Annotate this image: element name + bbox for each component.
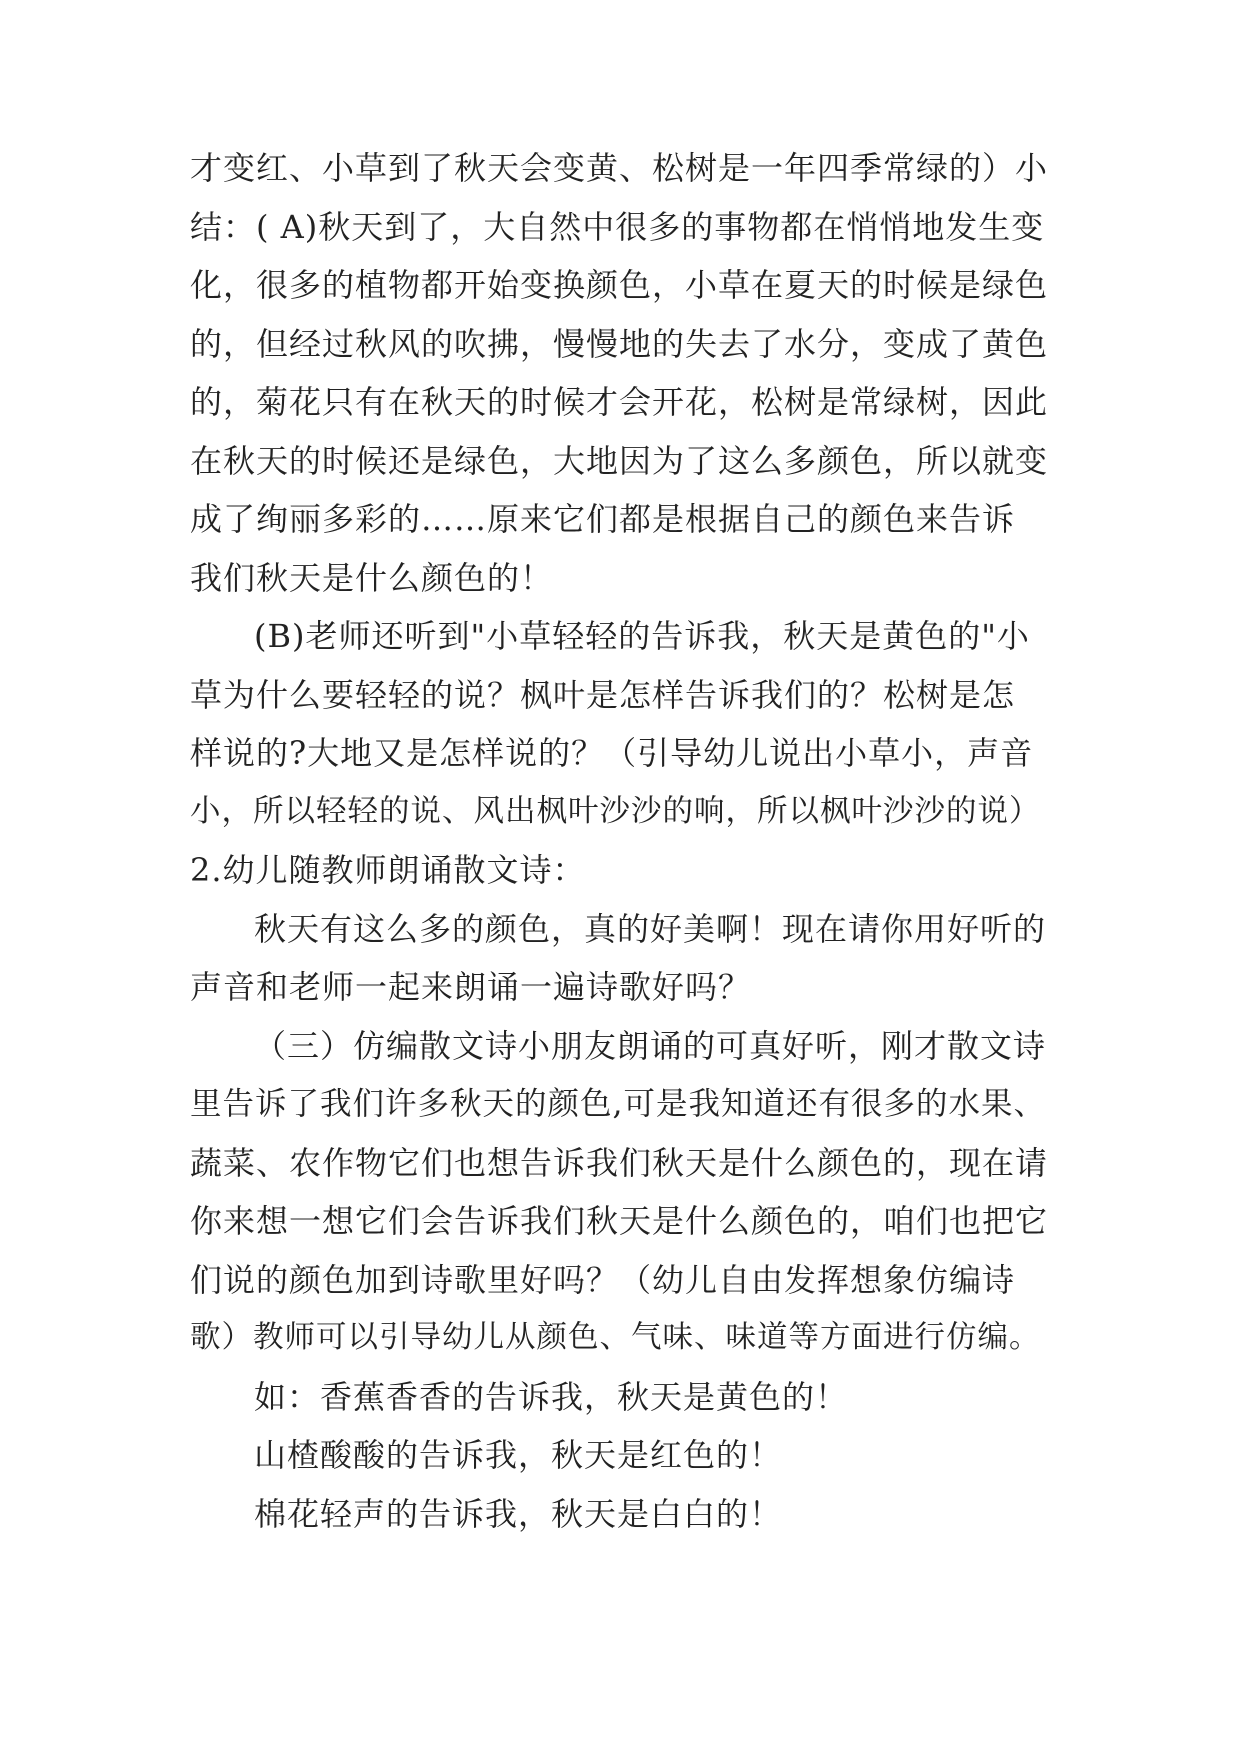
text-line: 蔬菜、农作物它们也想告诉我们秋天是什么颜色的，现在请 bbox=[190, 1144, 1049, 1182]
text-line: 里告诉了我们许多秋天的颜色,可是我知道还有很多的水果、 bbox=[190, 1086, 1047, 1122]
text-line: 秋天有这么多的颜色，真的好美啊！现在请你用好听的 bbox=[254, 910, 1047, 948]
text-line: 2.幼儿随教师朗诵散文诗： bbox=[190, 851, 586, 889]
text-line: 歌）教师可以引导幼儿从颜色、气味、味道等方面进行仿编。 bbox=[190, 1320, 1041, 1355]
text-line: 棉花轻声的告诉我，秋天是白白的！ bbox=[254, 1495, 783, 1533]
text-line: 声音和老师一起来朗诵一遍诗歌好吗？ bbox=[190, 968, 752, 1006]
text-line: 才变红、小草到了秋天会变黄、松树是一年四季常绿的）小 bbox=[190, 149, 1049, 187]
text-line: 我们秋天是什么颜色的！ bbox=[190, 559, 554, 597]
text-line: 的，菊花只有在秋天的时候才会开花，松树是常绿树，因此 bbox=[190, 383, 1049, 421]
text-line: 们说的颜色加到诗歌里好吗？（幼儿自由发挥想象仿编诗 bbox=[190, 1261, 1016, 1299]
text-line: (B)老师还听到"小草轻轻的告诉我，秋天是黄色的"小 bbox=[254, 617, 1030, 655]
text-line: 小，所以轻轻的说、风出枫叶沙沙的响，所以枫叶沙沙的说） bbox=[190, 794, 1041, 829]
text-line: （三）仿编散文诗小朋友朗诵的可真好听，刚才散文诗 bbox=[254, 1027, 1047, 1065]
text-line: 如：香蕉香香的告诉我，秋天是黄色的！ bbox=[254, 1378, 849, 1416]
text-line: 山楂酸酸的告诉我，秋天是红色的！ bbox=[254, 1436, 783, 1474]
text-line: 你来想一想它们会告诉我们秋天是什么颜色的，咱们也把它 bbox=[190, 1202, 1049, 1240]
text-line: 在秋天的时候还是绿色，大地因为了这么多颜色，所以就变 bbox=[190, 442, 1049, 480]
text-line: 化，很多的植物都开始变换颜色，小草在夏天的时候是绿色 bbox=[190, 266, 1049, 304]
text-line: 结：( A)秋天到了，大自然中很多的事物都在悄悄地发生变 bbox=[190, 208, 1045, 246]
text-line: 的，但经过秋风的吹拂，慢慢地的失去了水分，变成了黄色 bbox=[190, 325, 1049, 363]
text-line: 草为什么要轻轻的说？枫叶是怎样告诉我们的？松树是怎 bbox=[190, 676, 1016, 714]
text-line: 样说的?大地又是怎样说的？（引导幼儿说出小草小，声音 bbox=[190, 734, 1034, 772]
text-line: 成了绚丽多彩的……原来它们都是根据自己的颜色来告诉 bbox=[190, 500, 1016, 538]
